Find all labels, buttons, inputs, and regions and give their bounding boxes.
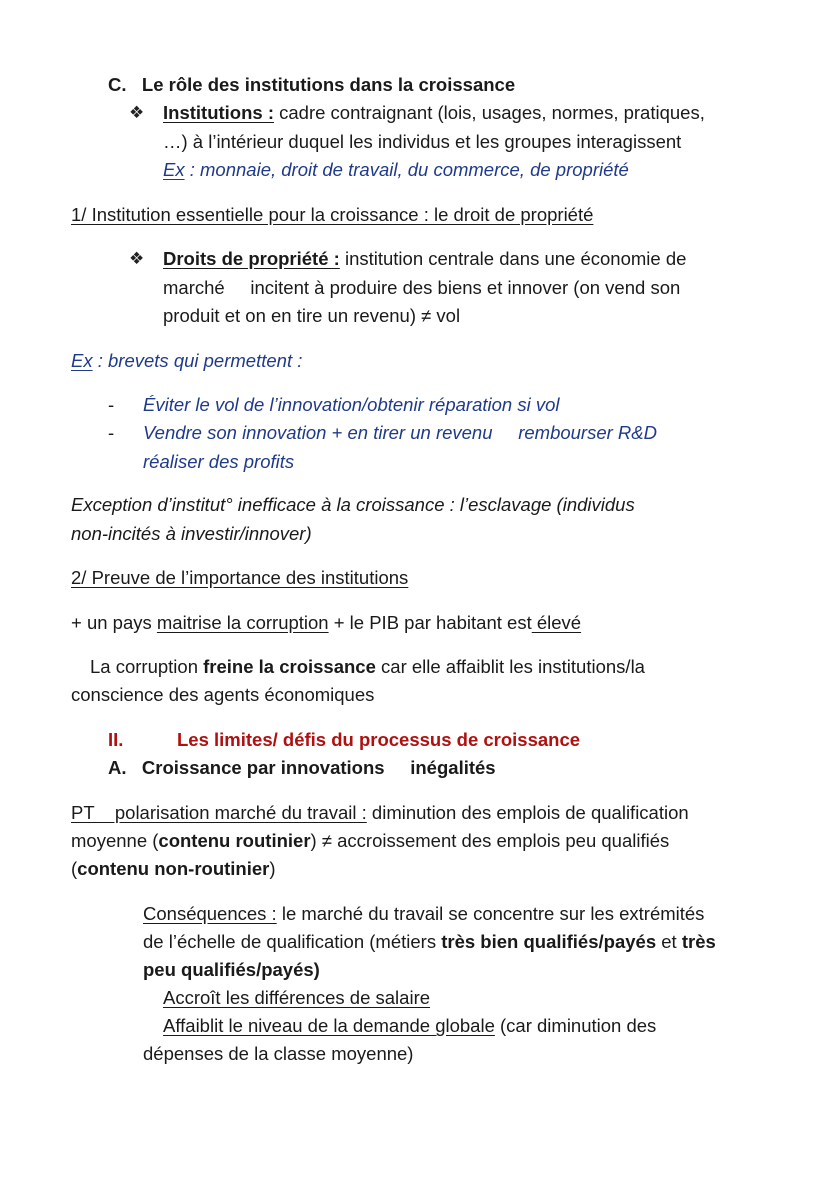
diamond-bullet-icon: ❖	[129, 103, 145, 122]
consequence-item-2	[163, 1014, 656, 1038]
section-c-label: C.	[108, 74, 127, 95]
diamond-bullet-icon: ❖	[129, 249, 145, 268]
consequence-item-1: Accroît les différences de salaire	[163, 987, 431, 1008]
institutions-definition-line-2: …) à l’intérieur duquel les individus et les groupes interagissent	[163, 131, 682, 152]
explanation-part-a: La corruption	[90, 656, 204, 677]
explanation-part-c: car elle affaiblit les institutions/la	[375, 656, 645, 677]
polarisation-line-3	[71, 857, 276, 881]
section-c-title: Le rôle des institutions dans la croissance	[141, 74, 516, 95]
property-rights-line-2: marché incitent à produire des biens et innover (on vend son	[163, 277, 681, 298]
section-ii-title: Les limites/ défis du processus de croissance	[177, 729, 581, 750]
statement-part-d: élevé	[531, 612, 582, 633]
consequence-item-2-line-2: dépenses de la classe moyenne)	[143, 1043, 414, 1064]
consequences-line-2	[143, 930, 716, 954]
patent-benefit-2-line-1: Vendre son innovation + en tirer un revenu rembourser R&D	[143, 422, 657, 443]
polarisation-text-1: diminution des emplois de qualification	[366, 802, 689, 823]
consequences-line-3: peu qualifiés/payés)	[143, 959, 320, 980]
part2-heading: 2/ Preuve de l’importance des institutions	[71, 567, 409, 588]
institutions-def-text-1: cadre contraignant (lois, usages, normes, pratiques,	[273, 102, 705, 123]
patent-benefit-2-line-2: réaliser des profits	[143, 451, 295, 472]
exception-line-2: non-incités à investir/innover)	[71, 523, 312, 544]
consequences-line-1	[143, 902, 704, 926]
section-ii-a-title: Croissance par innovations inégalités	[141, 757, 496, 778]
statement-part-c: + le PIB par habitant est	[328, 612, 532, 633]
polarisation-line-1	[71, 801, 689, 825]
example-label: Ex	[163, 159, 185, 180]
property-rights-line-3: produit et on en tire un revenu) ≠ vol	[163, 305, 461, 326]
consequence-item-2-underlined: Affaiblit le niveau de la demande globale	[163, 1015, 495, 1036]
property-rights-term: Droits de propriété :	[163, 248, 340, 269]
polarisation-line-2	[71, 829, 669, 853]
consequences-l2-d: très	[681, 931, 716, 952]
part1-heading: 1/ Institution essentielle pour la croissance : le droit de propriété	[71, 204, 594, 225]
consequences-term: Conséquences :	[143, 903, 277, 924]
institutions-term: Institutions :	[163, 102, 274, 123]
section-c-heading	[108, 73, 515, 97]
exception-line-1: Exception d’institut° inefficace à la croissance : l’esclavage (individus	[71, 494, 635, 515]
institutions-definition-line-1	[163, 101, 705, 125]
routine-content: contenu routinier	[158, 830, 311, 851]
consequences-l2-c: et	[656, 931, 682, 952]
section-ii-a-heading	[108, 756, 496, 780]
explanation-part-b: freine la croissance	[203, 656, 376, 677]
dash-bullet: -	[108, 394, 115, 415]
patent-benefit-1: Éviter le vol de l’innovation/obtenir réparation si vol	[143, 394, 560, 415]
corruption-explanation-line-1	[90, 655, 645, 679]
patents-example	[71, 349, 302, 373]
consequences-l2-a: de l’échelle de qualification (métiers	[143, 931, 442, 952]
consequences-text-1: le marché du travail se concentre sur les extrémités	[276, 903, 705, 924]
section-ii-a-label: A.	[108, 757, 127, 778]
example-label: Ex	[71, 350, 93, 371]
corruption-statement	[71, 611, 581, 635]
polarisation-l2-a: moyenne (	[71, 830, 159, 851]
section-ii-label: II.	[108, 729, 124, 750]
statement-part-b: maitrise la corruption	[156, 612, 329, 633]
polarisation-term: PT polarisation marché du travail :	[71, 802, 367, 823]
polarisation-l3-a: (	[71, 858, 78, 879]
non-routine-content: contenu non-routinier	[77, 858, 270, 879]
corruption-explanation-line-2: conscience des agents économiques	[71, 684, 375, 705]
property-rights-line-1	[163, 247, 686, 271]
consequences-l2-b: très bien qualifiés/payés	[441, 931, 657, 952]
example-text: : brevets qui permettent :	[92, 350, 303, 371]
dash-bullet: -	[108, 422, 115, 443]
example-text: : monnaie, droit de travail, du commerce, de propriété	[184, 159, 629, 180]
polarisation-l2-c: ) ≠ accroissement des emplois peu qualifiés	[310, 830, 670, 851]
institutions-example	[163, 158, 629, 182]
statement-part-a: + un pays	[71, 612, 157, 633]
polarisation-l3-c: )	[269, 858, 276, 879]
section-ii-heading	[108, 728, 581, 752]
property-rights-text-1: institution centrale dans une économie de	[339, 248, 687, 269]
consequence-item-2-rest: (car diminution des	[494, 1015, 657, 1036]
